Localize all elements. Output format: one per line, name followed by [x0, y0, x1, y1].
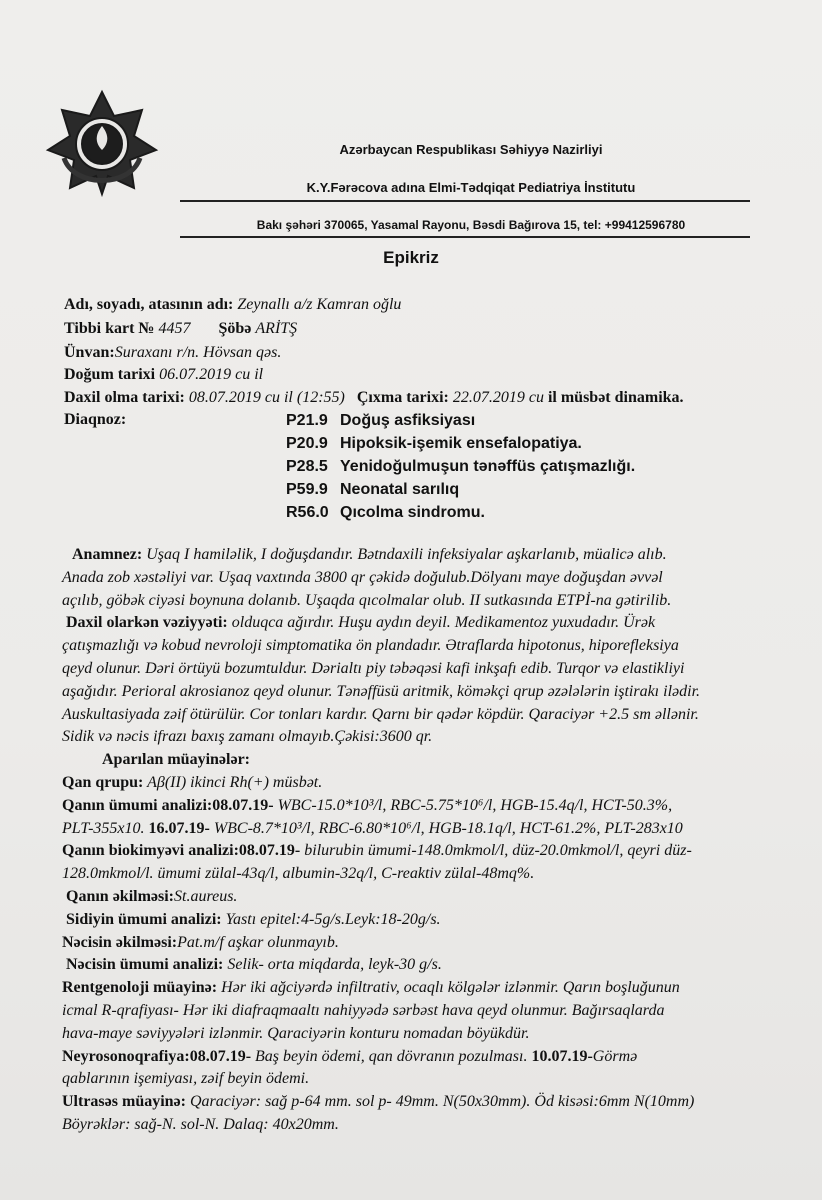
section-text: icmal R-qrafiyası- Hər iki diafraqmaaltı nahiyyədə sərbəst hava qeyd olunmur. Bağırsaqlarda: [62, 1002, 665, 1019]
institute-name: K.Y.Fərəcova adına Elmi-Tədqiqat Pediatriya İnstitutu: [306, 180, 636, 195]
body-line: [62, 797, 672, 815]
section-text: Baş beyin ödemi, qan dövranın pozulması.: [251, 1047, 528, 1065]
section-text: Hər iki ağciyərdə infiltrativ, ocaqlı kölgələr izlənmir. Qarın boşluğunun: [217, 979, 680, 997]
diagnosis-code: R56.0: [286, 504, 329, 521]
section-label: 10.07.19-: [527, 1047, 593, 1065]
section-text: Anada zob xəstəliyi var. Uşaq vaxtında 3800 qr çəkidə doğulub.Dölyanı maye doğuşdan əvvəl: [62, 568, 663, 586]
body-line: [72, 546, 667, 564]
birth-value: 06.07.2019 cu il: [159, 366, 264, 383]
discharge-suffix: il müsbət dinamika.: [547, 389, 684, 406]
document-title: Epikriz: [383, 248, 439, 267]
section-label: Nəcisin əkilməsi:: [62, 933, 178, 951]
address-label: Ünvan:: [64, 344, 115, 361]
section-label: Anamnez:: [72, 546, 143, 563]
body-line: [62, 1070, 309, 1088]
patient-name-value: Zeynallı a/z Kamran oğlu: [237, 296, 402, 313]
body-line: [62, 774, 322, 792]
diagnosis-code: P21.9: [286, 412, 328, 429]
card-row: [64, 320, 297, 338]
section-text: WBC-8.7*10³/l, RBC-6.80*10⁶/l, HGB-18.1q/l, HCT-61.2%, PLT-283x10: [209, 819, 683, 837]
section-label: Nəcisin ümumi analizi:: [66, 956, 224, 974]
body-line: [62, 979, 680, 997]
admit-label: Daxil olma tarixi:: [64, 389, 185, 406]
body-line: [102, 751, 250, 769]
body-line: [62, 683, 700, 701]
section-label: 16.07.19-: [144, 819, 210, 837]
patient-name-row: [64, 296, 401, 314]
section-label: Qanın ümumi analizi:08.07.19-: [62, 796, 274, 814]
section-label: Sidiyin ümumi analizi:: [66, 910, 222, 928]
body-line: [62, 728, 432, 746]
section-text: qeyd olunur. Dəri örtüyü bozumtuldur. Dərialtı piy təbəqəsi kafi inkşafı edib. Turqor və elastikliyi: [62, 660, 685, 677]
section-label: Qanın əkilməsi:: [66, 888, 175, 905]
section-text: PLT-355x10.: [62, 819, 145, 837]
diagnosis-item: [286, 412, 475, 430]
body-line: [62, 934, 339, 952]
diagnosis-text: Yenidoğulmuşun tənəffüs çatışmazlığı.: [340, 458, 636, 475]
address-value: Suraxanı r/n. Hövsan qəs.: [114, 344, 282, 361]
section-text: çatışmazlığı və kobud nevroloji simptomatika ön plandadır. Ətraflarda hipotonus, hiporefleksiya: [62, 637, 679, 655]
admission-row: [64, 389, 684, 407]
body-line: [62, 706, 699, 724]
section-text: 128.0mkmol/l. ümumi zülal-43q/l, albumin-32q/l, C-reaktiv zülal-48mq%.: [62, 865, 535, 883]
section-label: Qanın biokimyəvi analizi:08.07.19-: [62, 842, 301, 860]
section-text: hava-maye səviyyələri izlənmir. Qaraciyərin konturu nomadan böyükdür.: [62, 1024, 530, 1042]
body-line: [62, 1025, 529, 1043]
section-label: Aparılan müayinələr:: [102, 751, 250, 769]
section-text: Selik- orta miqdarda, leyk-30 g/s.: [223, 956, 442, 974]
diagnosis-text: Doğuş asfiksiyası: [340, 412, 476, 429]
discharge-label: Çıxma tarixi:: [356, 389, 449, 406]
diagnosis-item: [286, 458, 635, 476]
section-text: Sidik və nəcis ifrazı baxış zamanı olmayıb.Çəkisi:3600 qr.: [62, 728, 433, 746]
diagnosis-label: Diaqnoz:: [64, 411, 127, 428]
diagnosis-code: P20.9: [286, 435, 328, 452]
institute-address: Bakı şəhəri 370065, Yasamal Rayonu, Bəsdi Bağırova 15, tel: +99412596780: [256, 218, 686, 232]
section-text: Böyrəklər: sağ-N. sol-N. Dalaq: 40x20mm.: [62, 1116, 339, 1133]
birth-row: [64, 366, 263, 384]
section-label: Ultrasəs müayinə:: [62, 1093, 186, 1111]
diagnosis-item: [286, 504, 485, 522]
card-value: 4457: [158, 320, 191, 337]
section-label: Neyrosonoqrafiya:08.07.19-: [62, 1047, 252, 1065]
section-text: Qaraciyər: sağ p-64 mm. sol p- 49mm. N(50x30mm). Öd kisəsi:6mm N(10mm): [185, 1093, 695, 1111]
body-line: [62, 592, 671, 610]
body-line: [66, 956, 442, 974]
body-line: [66, 911, 441, 929]
body-line: [66, 888, 237, 906]
body-line: [62, 660, 684, 678]
section-text: açılıb, göbək ciyəsi boynuna dolanıb. Uşaqda qıcolmalar olub. II sutkasında ETPİ-na gətirilib.: [62, 591, 672, 609]
diagnosis-item: [286, 481, 459, 499]
section-label: Rentgenoloji müayinə:: [62, 979, 218, 997]
section-label: Qan qrupu:: [62, 774, 144, 791]
section-text: olduqca ağırdır. Huşu aydın deyil. Medikamentoz yuxudadır. Ürək: [227, 614, 656, 632]
section-text: Görmə: [592, 1047, 638, 1065]
address-row: [64, 344, 281, 362]
body-line: [66, 614, 655, 632]
section-text: WBC-15.0*10³/l, RBC-5.75*10⁶/l, HGB-15.4q/l, HCT-50.3%,: [273, 796, 673, 814]
section-text: Uşaq I hamiləlik, I doğuşdandır. Bətndaxili infeksiyalar aşkarlanıb, müalicə alıb.: [142, 546, 667, 563]
card-label: Tibbi kart №: [64, 320, 155, 337]
section-label: Daxil olarkən vəziyyəti:: [66, 614, 228, 632]
birth-label: Doğum tarixi: [64, 366, 156, 383]
section-text: Pat.m/f aşkar olunmayıb.: [177, 933, 339, 951]
section-text: Yastı epitel:4-5g/s.Leyk:18-20g/s.: [221, 910, 441, 928]
diagnosis-code: P28.5: [286, 458, 328, 475]
admit-value: 08.07.2019 cu il (12:55): [188, 389, 345, 406]
section-text: Aβ(II) ikinci Rh(+) müsbət.: [143, 774, 323, 791]
header-rule-1: [180, 200, 750, 202]
patient-name-label: Adı, soyadı, atasının adı:: [64, 296, 234, 313]
body-line: [62, 569, 663, 587]
body-line: [62, 842, 692, 860]
body-line: [62, 865, 534, 883]
diagnosis-text: Qıcolma sindromu.: [340, 504, 485, 521]
body-line: [62, 1093, 694, 1111]
section-text: aşağıdır. Perioral akrosianoz qeyd olunur. Tənəffüsü aritmik, köməkçi qrup əzələlərin iştirakı ilədir.: [62, 682, 701, 700]
dept-value: ARİTŞ: [255, 320, 298, 337]
body-line: [62, 637, 679, 655]
header-rule-2: [180, 236, 750, 238]
diagnosis-code: P59.9: [286, 481, 328, 498]
body-line: [62, 1002, 664, 1020]
diagnosis-item: [286, 435, 582, 453]
section-text: qablarının işemiyası, zəif beyin ödemi.: [62, 1070, 310, 1088]
section-text: bilurubin ümumi-148.0mkmol/l, düz-20.0mkmol/l, qeyri düz-: [300, 842, 692, 860]
ministry-name: Azərbaycan Respublikası Səhiyyə Nazirliyi: [339, 142, 603, 157]
section-text: Auskultasiyada zəif ötürülür. Cor tonları kardır. Qarnı bir qədər köpdür. Qaraciyər +2.5 sm əllənir.: [62, 705, 699, 723]
diagnosis-text: Neonatal sarılıq: [340, 481, 460, 498]
body-line: [62, 1048, 637, 1066]
body-line: [62, 820, 683, 838]
discharge-value: 22.07.2019 cu: [452, 389, 544, 406]
body-line: [62, 1116, 339, 1134]
section-text: St.aureus.: [174, 888, 238, 905]
diagnosis-text: Hipoksik-işemik ensefalopatiya.: [340, 435, 582, 452]
dept-label: Şöbə: [218, 320, 252, 337]
